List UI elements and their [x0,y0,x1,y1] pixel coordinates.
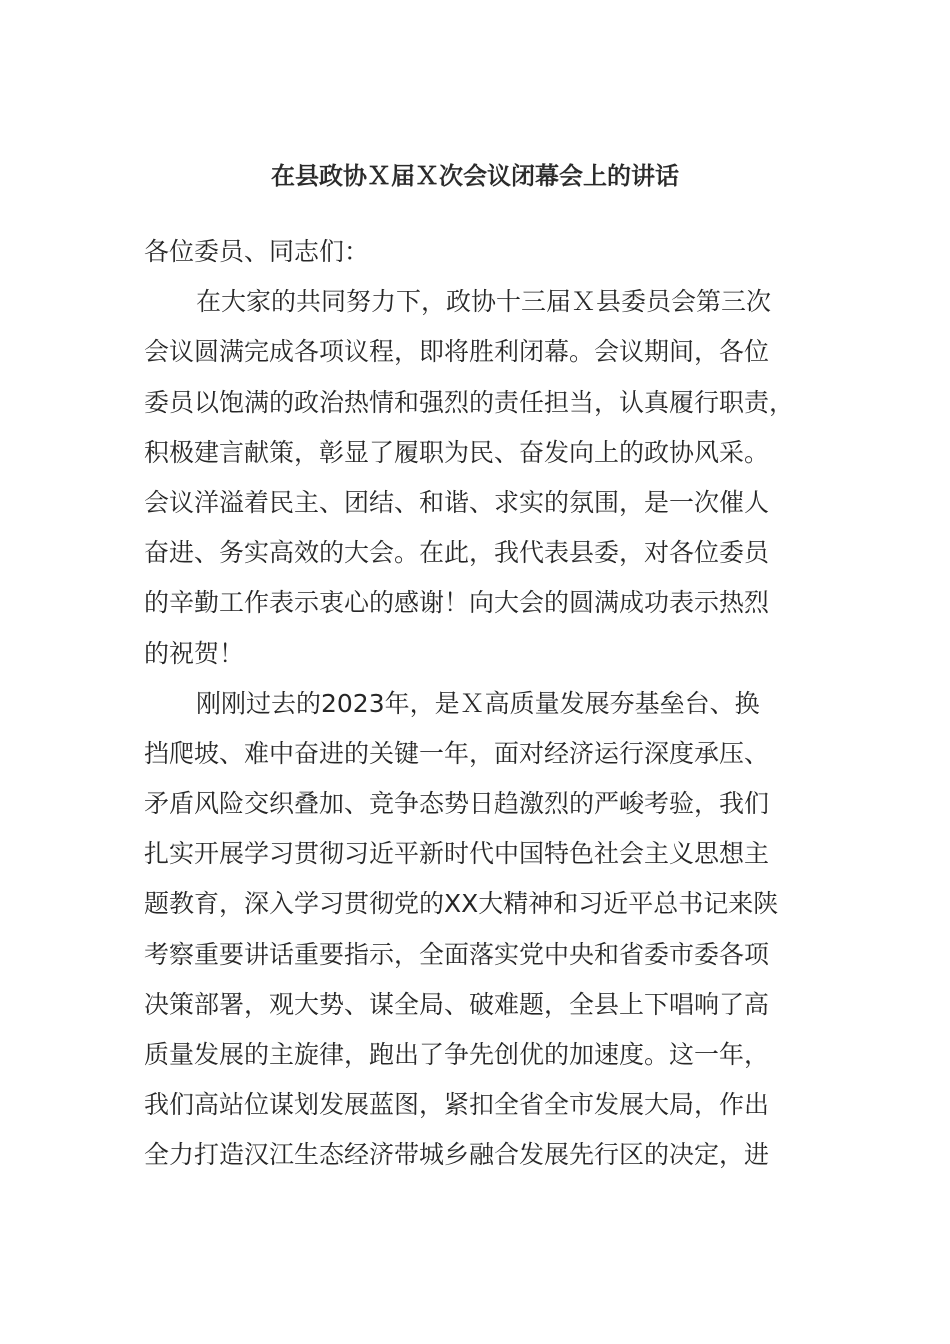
paragraph-line: 会议圆满完成各项议程，即将胜利闭幕。会议期间，各位 [144,337,770,367]
paragraph-line: 题教育，深入学习贯彻党的XX大精神和习近平总书记来陕 [144,889,779,919]
paragraph-line: 矛盾风险交织叠加、竞争态势日趋激烈的严峻考验，我们 [144,789,770,819]
paragraph-line: 决策部署，观大势、谋全局、破难题，全县上下唱响了高 [144,989,770,1019]
paragraph-line: 质量发展的主旋律，跑出了争先创优的加速度。这一年， [144,1040,770,1069]
paragraph-line: 我们高站位谋划发展蓝图，紧扣全省全市发展大局，作出 [144,1090,770,1120]
paragraph-line: 考察重要讲话重要指示，全面落实党中央和省委市委各项 [144,939,770,969]
salutation: 各位委员、同志们： [144,237,370,266]
document-body [144,227,808,1181]
paragraph-line: 刚刚过去的2023年，是Ｘ高质量发展夯基垒台、换 [196,688,760,718]
paragraph-line: 的祝贺！ [144,638,245,668]
paragraph-line: 的辛勤工作表示衷心的感谢！向大会的圆满成功表示热烈 [144,588,770,618]
paragraph-line: 挡爬坡、难中奋进的关键一年，面对经济运行深度承压、 [144,738,770,768]
paragraph-line: 会议洋溢着民主、团结、和谐、求实的氛围，是一次催人 [144,487,770,517]
paragraph-line: 积极建言献策，彰显了履职为民、奋发向上的政协风采。 [144,437,770,467]
paragraph-line: 奋进、务实高效的大会。在此，我代表县委，对各位委员 [144,538,770,568]
paragraph-line: 委员以饱满的政治热情和强烈的责任担当，认真履行职责， [144,387,795,417]
paragraph-line: 全力打造汉江生态经济带城乡融合发展先行区的决定，进 [144,1140,770,1170]
paragraph-line: 在大家的共同努力下，政协十三届Ｘ县委员会第三次 [196,287,772,317]
document-title: 在县政协Ｘ届Ｘ次会议闭幕会上的讲话 [271,162,679,190]
paragraph-line: 扎实开展学习贯彻习近平新时代中国特色社会主义思想主 [144,839,770,869]
